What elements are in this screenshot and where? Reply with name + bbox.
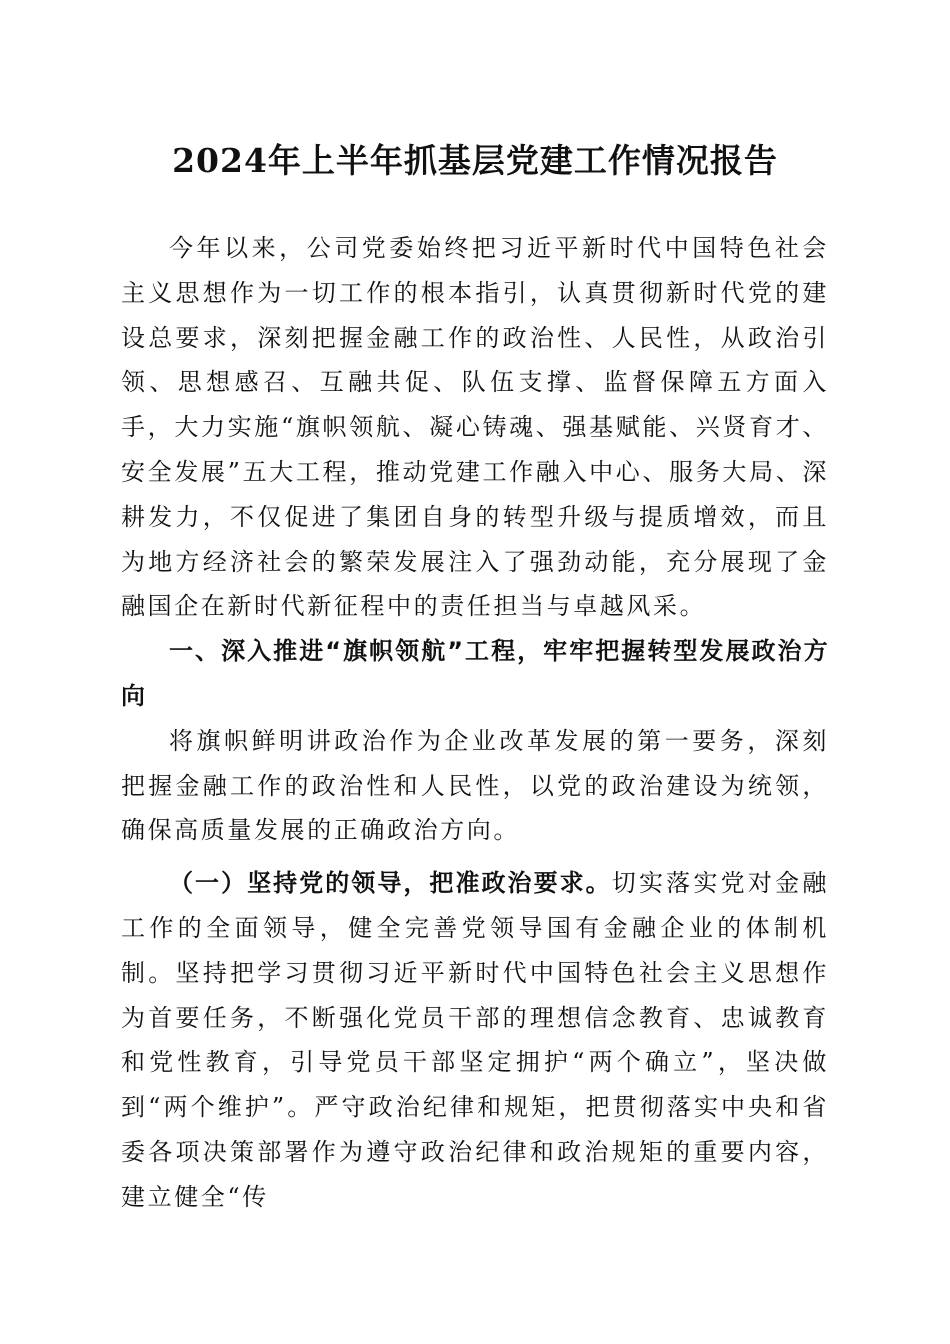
section-1-heading: 一、深入推进“旗帜领航”工程，牢牢把握转型发展政治方向 — [121, 637, 829, 710]
document-title: 2024年上半年抓基层党建工作情况报告 — [172, 141, 778, 180]
document-body — [121, 226, 829, 1220]
subsection-1-lead: （一）坚持党的领导，把准政治要求。 — [169, 869, 612, 898]
section-1-paragraph: 将旗帜鲜明讲政治作为企业改革发展的第一要务，深刻把握金融工作的政治性和人民性，以党的政治建设为统领，确保高质量发展的正确政治方向。 — [121, 726, 829, 845]
subsection-1-paragraph — [121, 861, 829, 1219]
intro-paragraph: 今年以来，公司党委始终把习近平新时代中国特色社会主义思想作为一切工作的根本指引，认真贯彻新时代党的建设总要求，深刻把握金融工作的政治性、人民性，从政治引领、思想感召、互融共促、队伍支撑、监督保障五方面入手，大力实施“旗帜领航、凝心铸魂、强基赋能、兴贤育才、安全发展”五大工程，推动党建工作融入中心、服务大局、深耕发力，不仅促进了集团自身的转型升级与提质增效，而且为地方经济社会的繁荣发展注入了强劲动能，充分展现了金融国企在新时代新征程中的责任担当与卓越风采。 — [121, 234, 829, 621]
subsection-1-text: 切实落实党对金融工作的全面领导，健全完善党领导国有金融企业的体制机制。坚持把学习贯彻习近平新时代中国特色社会主义思想作为首要任务，不断强化党员干部的理想信念教育、忠诚教育和党性教育，引导党员干部坚定拥护“两个确立”，坚决做到“两个维护”。严守政治纪律和规矩，把贯彻落实中央和省委各项决策部署作为遵守政治纪律和政治规矩的重要内容，建立健全“传 — [121, 869, 829, 1211]
